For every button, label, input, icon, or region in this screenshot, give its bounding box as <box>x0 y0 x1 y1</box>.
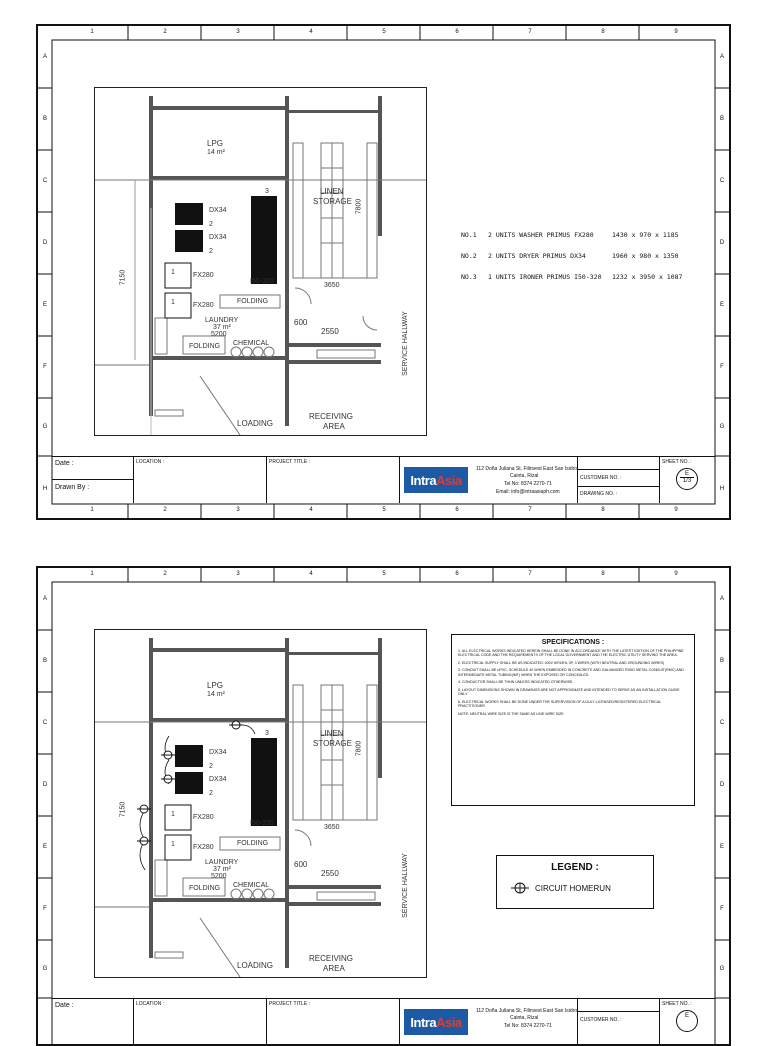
qty-label: 1 <box>171 299 175 306</box>
laundry-label: LAUNDRY <box>205 859 239 866</box>
company-cell <box>400 457 578 503</box>
qty-label: 2 <box>209 763 213 770</box>
equipment-dims: 1960 x 980 x 1350 <box>612 252 679 260</box>
folding-label: FOLDING <box>237 840 269 847</box>
project-title-label: PROJECT TITLE : <box>269 459 310 465</box>
qty-label: 1 <box>171 841 175 848</box>
row-label: F <box>43 906 47 912</box>
sheet-cell <box>660 457 715 503</box>
address-line: Cainta, Rizal <box>510 473 539 479</box>
folding-label: FOLDING <box>189 885 221 892</box>
company-logo <box>404 467 468 493</box>
col-label: 5 <box>382 507 386 513</box>
equipment-no: NO.2 <box>461 252 477 260</box>
receiving-label: RECEIVING <box>309 412 354 421</box>
email-line: Email: info@intraasiaph.com <box>496 489 560 495</box>
qty-label: 3 <box>265 188 269 195</box>
logo-text: Asia <box>436 472 462 488</box>
numbers-cell <box>578 457 660 503</box>
laundry-area: 37 m² <box>213 866 231 873</box>
spec-item: 4. CONDUCTOR SHALL BE THHN UNLESS INDICATED OTHERWISE. <box>458 680 574 685</box>
fx280-label: FX280 <box>193 272 214 279</box>
sheet-letter: E <box>684 471 689 477</box>
service-hallway-label: SERVICE HALLWAY <box>401 853 409 918</box>
col-label: 3 <box>236 29 240 35</box>
qty-label: 2 <box>209 221 213 228</box>
col-label: 2 <box>163 507 167 513</box>
row-label: A <box>719 596 724 602</box>
dx34-label: DX34 <box>209 776 227 783</box>
area-label: AREA <box>323 422 345 431</box>
dim-7150: 7150 <box>119 269 127 286</box>
row-label: A <box>719 54 724 60</box>
folding-label: FOLDING <box>189 343 221 350</box>
loading-label: LOADING <box>237 419 274 428</box>
storage-label: STORAGE <box>313 197 352 206</box>
sheet-count: 1/3 <box>680 477 694 484</box>
dim-5200: 5200 <box>211 331 227 338</box>
col-label: 6 <box>455 29 459 35</box>
dim-600: 600 <box>294 318 308 327</box>
legend-box <box>496 855 654 909</box>
lpg-label: LPG <box>207 681 224 690</box>
circuit-homerun-icon <box>511 882 529 894</box>
company-logo <box>404 1009 468 1035</box>
dim-3650: 3650 <box>324 824 340 831</box>
sheet-letter: E <box>684 1013 689 1019</box>
qty-label: 2 <box>209 790 213 797</box>
project-title-cell <box>267 457 400 503</box>
col-label: 3 <box>236 507 240 513</box>
fx280-label: FX280 <box>193 302 214 309</box>
floor-plan <box>94 87 427 436</box>
lpg-area: 14 m² <box>207 149 225 156</box>
row-label: A <box>42 54 47 60</box>
col-label: 1 <box>90 571 94 577</box>
equipment-no: NO.1 <box>461 231 477 239</box>
col-label: 4 <box>309 507 313 513</box>
storage-label: STORAGE <box>313 739 352 748</box>
col-label: 4 <box>309 29 313 35</box>
row-label: E <box>719 302 724 308</box>
row-label: H <box>42 486 48 492</box>
laundry-area: 37 m² <box>213 324 231 331</box>
col-label: 5 <box>382 571 386 577</box>
circuit-homerun-icon <box>137 836 151 846</box>
linen-label: LINEN <box>320 187 344 196</box>
project-title-label: PROJECT TITLE : <box>269 1001 310 1007</box>
service-hallway-label: SERVICE HALLWAY <box>401 311 409 376</box>
col-label: 2 <box>163 571 167 577</box>
col-label: 7 <box>528 571 532 577</box>
dim-2550: 2550 <box>321 869 339 878</box>
location-cell <box>134 999 267 1045</box>
col-label: 7 <box>528 507 532 513</box>
equipment-dims: 1232 x 3950 x 1087 <box>612 273 683 281</box>
tel-line: Tel No: 8374 2270-71 <box>504 481 552 487</box>
fx280-label: FX280 <box>193 844 214 851</box>
location-label: LOCATION : <box>136 1001 164 1007</box>
qty-label: 3 <box>265 730 269 737</box>
logo-text: Intra <box>410 472 437 488</box>
row-label: G <box>719 966 725 972</box>
col-label: 1 <box>90 29 94 35</box>
equipment-no: NO.3 <box>461 273 477 281</box>
dim-2550: 2550 <box>321 327 339 336</box>
row-label: D <box>42 240 48 246</box>
row-label: A <box>42 596 47 602</box>
ironer-unit <box>251 196 277 284</box>
folding-label: FOLDING <box>237 298 269 305</box>
chemical-label: CHEMICAL <box>233 340 270 347</box>
numbers-cell <box>578 999 660 1045</box>
spec-item: 2. ELECTRICAL SUPPLY SHALL BE AS INDICATED: 400V 60%3HL 3P, 3 WIRES (WITH NEUTRAL AND GROUNDING WIRES) <box>458 660 665 665</box>
specifications-title: SPECIFICATIONS : <box>541 639 605 646</box>
col-label: 9 <box>674 571 678 577</box>
circuit-homerun-icon <box>229 720 243 730</box>
dx34-label: DX34 <box>209 749 227 756</box>
project-title-cell <box>267 999 400 1045</box>
date-label: Date : <box>55 460 74 467</box>
address-line: 112 Doña Juliana St, Filinvest East San Isidro <box>476 466 578 472</box>
tel-line: Tel No: 8374 2270-71 <box>504 1023 552 1029</box>
sheet-no-label: SHEET NO. : <box>662 459 692 465</box>
col-label: 3 <box>236 571 240 577</box>
date-cell <box>52 999 134 1045</box>
dim-7800: 7800 <box>355 740 363 757</box>
spec-item: NOTE: NEUTRAL WIRE SIZE IS THE SAME AS LINE WIRE SIZE <box>458 711 564 716</box>
col-label: 2 <box>163 29 167 35</box>
row-label: D <box>719 240 725 246</box>
linen-label: LINEN <box>320 729 344 738</box>
spec-item: 1. ALL ELECTRICAL WORKS INDICATED HEREIN SHALL BE DONE IN ACCORDANCE WITH THE LATEST EDITION OF THE PHILIPPINE ELECTRICAL CODE AND THE REQUIREMENTS OF THE LOCAL GOVERNMENT AND THE ELECTRIC UTILITY SERVING THE AREA. <box>458 649 684 658</box>
row-label: B <box>42 116 47 122</box>
receiving-label: RECEIVING <box>309 954 354 963</box>
date-cell <box>52 457 134 503</box>
lpg-label: LPG <box>207 139 224 148</box>
row-label: G <box>42 424 48 430</box>
date-label: Date : <box>55 1002 74 1009</box>
col-label: 5 <box>382 29 386 35</box>
circuit-homerun-icon <box>137 804 151 814</box>
row-label: C <box>719 720 725 726</box>
sheet-number-badge <box>676 1010 698 1032</box>
i50-label: I50-320 <box>250 820 274 827</box>
row-label: B <box>719 116 724 122</box>
row-label: E <box>42 302 47 308</box>
row-label: B <box>719 658 724 664</box>
location-cell <box>134 457 267 503</box>
fx280-label: FX280 <box>193 814 214 821</box>
i50-label: I50-320 <box>250 278 274 285</box>
col-label: 9 <box>674 507 678 513</box>
col-label: 7 <box>528 29 532 35</box>
dim-600: 600 <box>294 860 308 869</box>
qty-label: 2 <box>209 248 213 255</box>
row-label: C <box>42 720 48 726</box>
col-label: 1 <box>90 507 94 513</box>
area-label: AREA <box>323 964 345 973</box>
equipment-desc: 2 UNITS WASHER PRIMUS FX280 <box>488 231 594 239</box>
drawn-by-label: Drawn By : <box>55 484 90 491</box>
row-label: F <box>43 364 47 370</box>
circuit-homerun-icon <box>161 750 175 760</box>
col-label: 6 <box>455 507 459 513</box>
row-label: C <box>719 178 725 184</box>
row-label: E <box>42 844 47 850</box>
specifications-box <box>451 634 695 806</box>
dim-5200: 5200 <box>211 873 227 880</box>
row-label: E <box>719 844 724 850</box>
title-block <box>52 998 715 1045</box>
equipment-desc: 1 UNITS IRONER PRIMUS I50-320 <box>488 273 602 281</box>
dryer-unit <box>175 230 203 252</box>
laundry-label: LAUNDRY <box>205 317 239 324</box>
col-label: 8 <box>601 571 605 577</box>
col-label: 9 <box>674 29 678 35</box>
drawing-no-label: DRAWING NO. : <box>580 491 618 497</box>
legend-title: LEGEND : <box>551 862 599 873</box>
row-label: D <box>719 782 725 788</box>
dx34-label: DX34 <box>209 234 227 241</box>
lpg-area: 14 m² <box>207 691 225 698</box>
qty-label: 1 <box>171 811 175 818</box>
logo-text: Intra <box>410 1014 437 1030</box>
drawing-sheet-2 <box>36 566 731 1046</box>
row-label: G <box>719 424 725 430</box>
address-line: 112 Doña Juliana St, Filinvest East San Isidro <box>476 1008 578 1014</box>
row-label: F <box>720 906 724 912</box>
spec-item: 6. ELECTRICAL WORKS SHALL BE DONE UNDER THE SUPERVISION OF A DULY LICENSED/REGISTERED ELECTRICAL PRACTITIONER. <box>458 699 662 709</box>
chemical-label: CHEMICAL <box>233 882 270 889</box>
equipment-desc: 2 UNITS DRYER PRIMUS DX34 <box>488 252 586 260</box>
dim-7150: 7150 <box>119 801 127 818</box>
drawing-sheet-1 <box>36 24 731 520</box>
row-label: G <box>42 966 48 972</box>
equipment-dims: 1430 x 970 x 1185 <box>612 231 679 239</box>
circuit-homerun-icon <box>161 774 175 784</box>
row-label: F <box>720 364 724 370</box>
row-label: C <box>42 178 48 184</box>
customer-no-label: CUSTOMER NO. : <box>580 475 622 481</box>
spec-item: 5. LAYOUT DIMENSIONS SHOWN IN DRAWINGS ARE NOT APPROXIMATE AND INTENDED TO SERVE AS AN INSTALLATION GUIDE ONLY. <box>458 687 680 697</box>
dryer-unit <box>175 745 203 767</box>
dryer-unit <box>175 772 203 794</box>
col-label: 6 <box>455 571 459 577</box>
address-line: Cainta, Rizal <box>510 1015 539 1021</box>
row-label: D <box>42 782 48 788</box>
floor-plan <box>94 629 427 978</box>
col-label: 8 <box>601 507 605 513</box>
customer-no-label: CUSTOMER NO. : <box>580 1017 622 1023</box>
row-label: B <box>42 658 47 664</box>
legend-item <box>511 882 611 894</box>
logo-text: Asia <box>436 1014 462 1030</box>
sheet-cell <box>660 999 715 1045</box>
sheet-number-badge <box>676 468 698 490</box>
dx34-label: DX34 <box>209 207 227 214</box>
location-label: LOCATION : <box>136 459 164 465</box>
dim-3650: 3650 <box>324 282 340 289</box>
company-cell <box>400 999 578 1045</box>
dim-7800: 7800 <box>355 198 363 215</box>
row-label: H <box>719 486 725 492</box>
loading-label: LOADING <box>237 961 274 970</box>
ironer-unit <box>251 738 277 826</box>
title-block <box>52 456 715 503</box>
spec-item: 3. CONDUIT SHALL BE uPVC, SCHEDULE 40 WHEN EMBEDDED IN CONCRETE AND GALVANIZED RIGID METAL CONDUIT(RMC) AND INTERMEDIATE METAL TUBING(IMT) WHEN THE EXPOSED OR CONCEALED. <box>458 668 684 677</box>
sheet-no-label: SHEET NO. : <box>662 1001 692 1007</box>
legend-item-label: CIRCUIT HOMERUN <box>535 883 611 893</box>
col-label: 4 <box>309 571 313 577</box>
qty-label: 1 <box>171 269 175 276</box>
dryer-unit <box>175 203 203 225</box>
col-label: 8 <box>601 29 605 35</box>
